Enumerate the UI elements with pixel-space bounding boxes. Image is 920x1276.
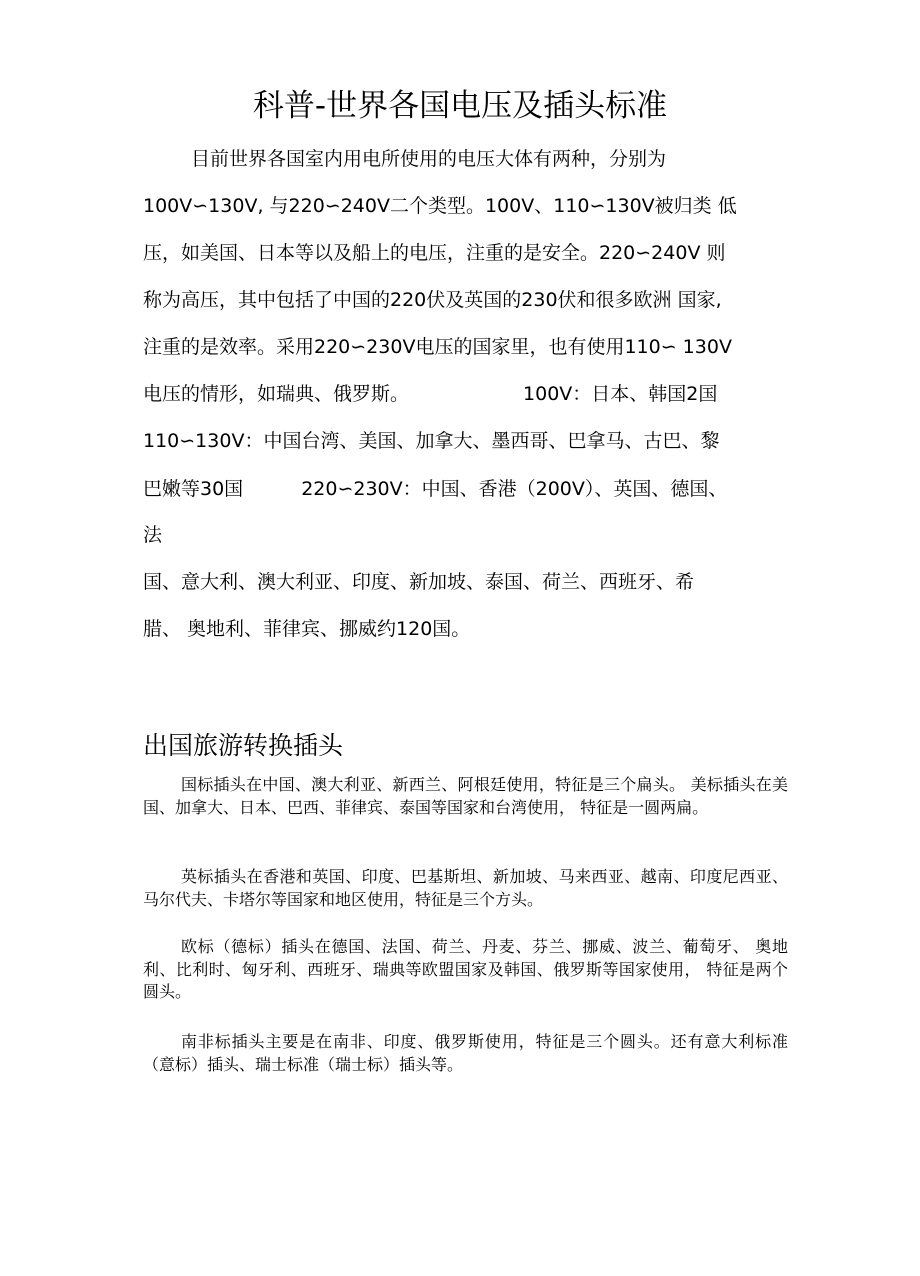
intro-line (143, 381, 717, 407)
intro-line: 法 (143, 524, 163, 546)
intro-line-text: 220∽230V：中国、香港（200V）、英国、德国、 (301, 478, 728, 500)
intro-line: 目前世界各国室内用电所使用的电压大体有两种，分别为 (191, 148, 667, 170)
document-title: 科普-世界各国电压及插头标准 (252, 88, 668, 124)
paragraph: 欧标（德标）插头在德国、法国、荷兰、丹麦、芬兰、挪威、波兰、葡萄牙、 奥地利、比利时、匈牙利、西班牙、瑞典等欧盟国家及韩国、俄罗斯等国家使用， 特征是两个圆头。 (143, 937, 788, 1001)
intro-line (143, 476, 727, 502)
intro-line: 压，如美国、日本等以及船上的电压，注重的是安全。220∽240V 则 (143, 242, 726, 264)
paragraph: 英标插头在香港和英国、印度、巴基斯坦、新加坡、马来西亚、越南、印度尼西亚、马尔代夫、卡塔尔等国家和地区使用，特征是三个方头。 (143, 867, 788, 909)
intro-line: 110∽130V：中国台湾、美国、加拿大、墨西哥、巴拿马、古巴、黎 (143, 430, 720, 452)
intro-line: 100V∽130V, 与220∽240V二个类型。100V、110∽130V被归类 低 (143, 195, 737, 217)
intro-line: 腊、 奥地利、菲律宾、挪威约120国。 (143, 618, 471, 640)
intro-line-text: 100V：日本、韩国2国 (523, 383, 718, 405)
intro-line: 注重的是效率。采用220∽230V电压的国家里，也有使用110∽ 130V (143, 336, 732, 358)
intro-line-text: 电压的情形，如瑞典、俄罗斯。 (143, 383, 410, 405)
intro-line: 称为高压，其中包括了中国的220伏及英国的230伏和很多欧洲 国家, (143, 289, 722, 311)
paragraph: 南非标插头主要是在南非、印度、俄罗斯使用，特征是三个圆头。还有意大利标准（意标）插头、瑞士标准（瑞士标）插头等。 (143, 1032, 788, 1074)
intro-line-text: 巴嫩等30国 (143, 478, 244, 500)
intro-line: 国、意大利、澳大利亚、印度、新加坡、泰国、荷兰、西班牙、希 (143, 571, 695, 593)
paragraph: 国标插头在中国、澳大利亚、新西兰、阿根廷使用，特征是三个扁头。 美标插头在美国、加拿大、日本、巴西、菲律宾、泰国等国家和台湾使用， 特征是一圆两扁。 (143, 775, 788, 817)
section-title: 出国旅游转换插头 (143, 731, 344, 760)
